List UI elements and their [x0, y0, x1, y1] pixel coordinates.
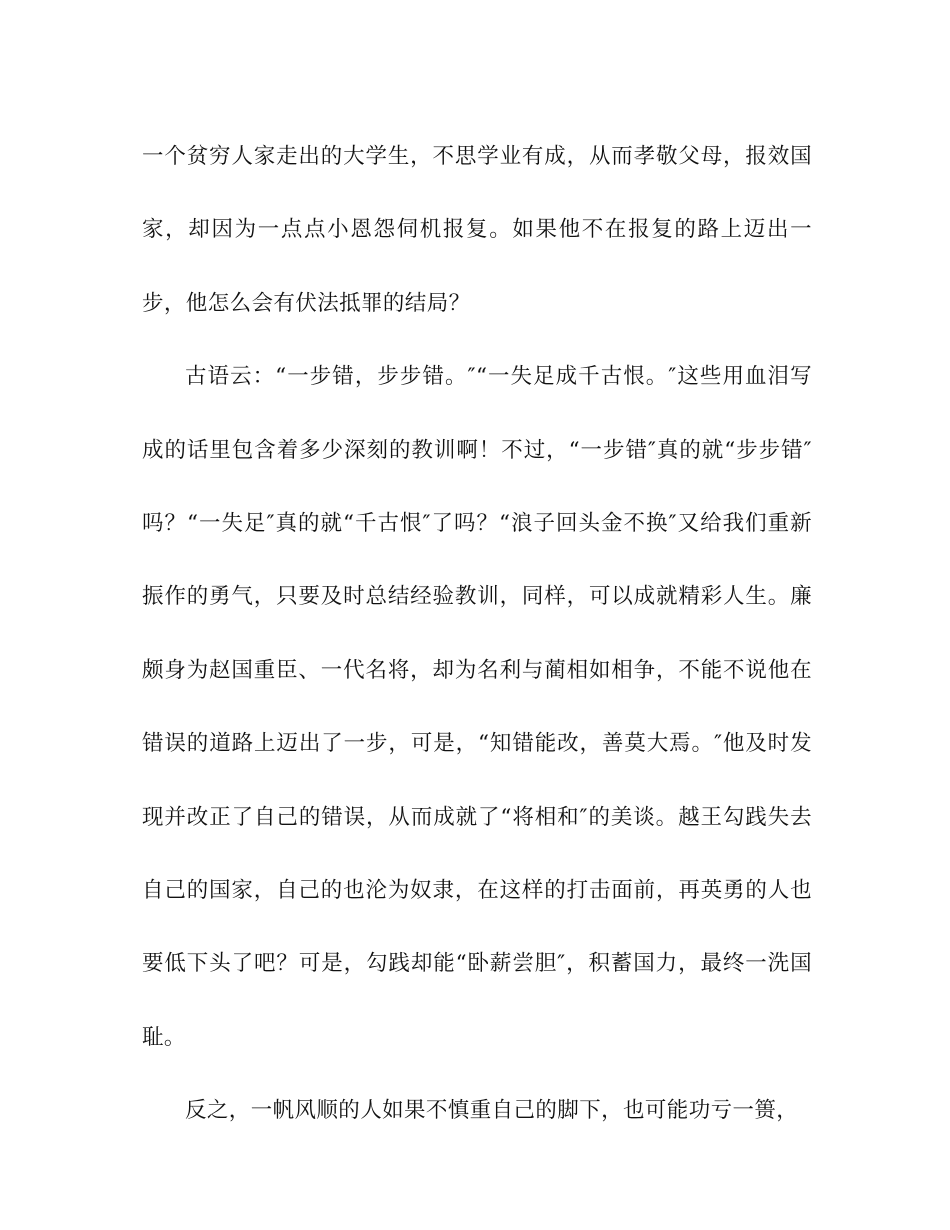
paragraph-1: 一个贫穷人家走出的大学生，不思学业有成，从而孝敬父母，报效国家，却因为一点点小恩怨伺机报复。如果他不在报复的路上迈出一步，他怎么会有伏法抵罪的结局？ — [142, 144, 812, 316]
paragraph-2: 古语云：“一步错，步步错。″“一失足成千古恨。″这些用血泪写成的话里包含着多少深刻的教训啊！不过，“一步错″真的就“步步错″吗？“一失足″真的就“千古恨″了吗？“浪子回头金不换″又给我们重新振作的勇气，只要及时总结经验教训，同样，可以成就精彩人生。廉颇身为赵国重臣、一代名将，却为名利与蔺相如相争，不能不说他在错误的道路上迈出了一步，可是，“知错能改，善莫大焉。″他及时发现并改正了自己的错误，从而成就了“将相和″的美谈。越王勾践失去自己的国家，自己的也沦为奴隶，在这样的打击面前，再英勇的人也要低下头了吧？可是，勾践却能“卧薪尝胆″，积蓄国力，最终一洗国耻。 — [142, 364, 812, 1050]
paragraph-3: 反之，一帆风顺的人如果不慎重自己的脚下，也可能功亏一篑， — [185, 1098, 799, 1124]
body-text — [142, 120, 812, 1148]
